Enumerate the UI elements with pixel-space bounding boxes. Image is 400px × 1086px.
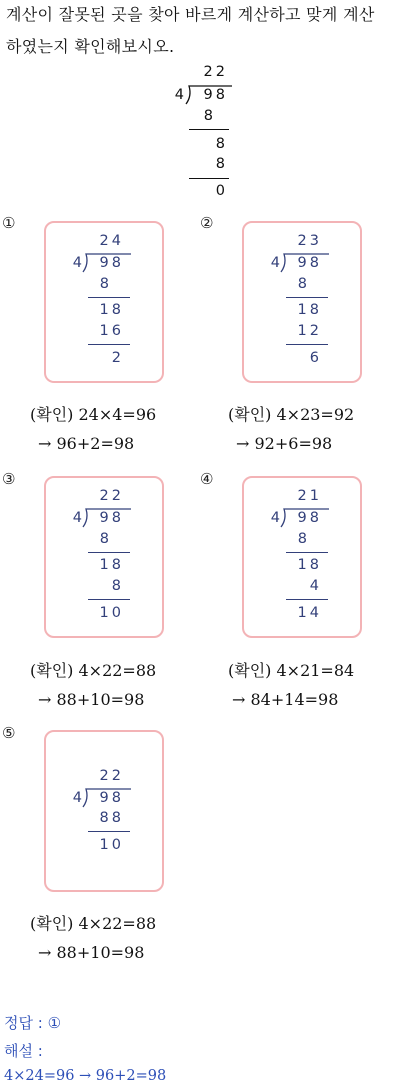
choice-3-divisor: 4 — [72, 510, 82, 526]
choice-4-marker[interactable]: ④ — [200, 470, 214, 488]
choice-5-check-2: → 88+10=98 — [38, 943, 145, 962]
choice-3-step-4: 10 — [99, 605, 124, 621]
choice-1-check-1: (확인) 24×4=96 — [30, 405, 157, 424]
answer-label: 정답 : ① — [4, 1014, 62, 1032]
choice-4-dividend: 98 — [297, 510, 322, 526]
choice-5-marker[interactable]: ⑤ — [2, 724, 16, 742]
choice-1-quotient: 24 — [99, 233, 124, 249]
problem-dividend: 98 — [203, 87, 228, 103]
choice-1-step-4: 2 — [111, 350, 124, 366]
choice-3-step-1: 8 — [99, 531, 112, 547]
choice-3-dividend: 98 — [99, 510, 124, 526]
choice-2-marker[interactable]: ② — [200, 214, 214, 232]
choice-5-rule-1 — [88, 831, 130, 832]
choice-5-step-1: 88 — [99, 810, 124, 826]
problem-quotient: 22 — [203, 64, 228, 80]
choice-2-dividend: 98 — [297, 255, 322, 271]
choice-4-rule-2 — [286, 599, 328, 600]
choice-1-rule-1 — [88, 297, 130, 298]
choice-3-marker[interactable]: ③ — [2, 470, 16, 488]
choice-2-step-1: 8 — [297, 276, 310, 292]
choice-2-check-2: → 92+6=98 — [236, 434, 333, 453]
problem-divisor: 4 — [174, 87, 184, 103]
choice-1-marker[interactable]: ① — [2, 214, 16, 232]
choice-2-check-1: (확인) 4×23=92 — [228, 405, 355, 424]
choice-1-check-2: → 96+2=98 — [38, 434, 135, 453]
choice-2-rule-2 — [286, 344, 328, 345]
choice-4-check-1: (확인) 4×21=84 — [228, 661, 355, 680]
choice-3-check-2: → 88+10=98 — [38, 690, 145, 709]
choice-4-step-2: 18 — [297, 557, 322, 573]
explanation-text: 4×24=96 → 96+2=98 — [4, 1068, 167, 1084]
choice-4-step-4: 14 — [297, 605, 322, 621]
choice-1-divisor: 4 — [72, 255, 82, 271]
choice-4-divisor: 4 — [270, 510, 280, 526]
choice-3-check-1: (확인) 4×22=88 — [30, 661, 157, 680]
choice-4-quotient: 21 — [297, 488, 322, 504]
choice-5-step-2: 10 — [99, 837, 124, 853]
problem-rule-2 — [189, 178, 229, 179]
choice-4-step-3: 4 — [309, 578, 322, 594]
choice-3-step-2: 18 — [99, 557, 124, 573]
choice-4-step-1: 8 — [297, 531, 310, 547]
choice-1-step-2: 18 — [99, 302, 124, 318]
choice-3-rule-1 — [88, 552, 130, 553]
choice-1-dividend: 98 — [99, 255, 124, 271]
choice-1-rule-2 — [88, 344, 130, 345]
question-line-2: 하였는지 확인해보시오. — [6, 37, 175, 56]
choice-2-quotient: 23 — [297, 233, 322, 249]
choice-1-step-1: 8 — [99, 276, 112, 292]
problem-rule-1 — [189, 129, 229, 130]
explanation-label: 해설 : — [4, 1042, 43, 1060]
choice-5-check-1: (확인) 4×22=88 — [30, 914, 157, 933]
choice-3-step-3: 8 — [111, 578, 124, 594]
question-line-1: 계산이 잘못된 곳을 찾아 바르게 계산하고 맞게 계산 — [6, 5, 375, 24]
choice-2-step-3: 12 — [297, 323, 322, 339]
choice-2-step-4: 6 — [309, 350, 322, 366]
choice-4-rule-1 — [286, 552, 328, 553]
choice-1-step-3: 16 — [99, 323, 124, 339]
choice-5-dividend: 98 — [99, 790, 124, 806]
choice-3-quotient: 22 — [99, 488, 124, 504]
choice-5-divisor: 4 — [72, 790, 82, 806]
problem-step-2: 8 — [215, 136, 228, 152]
problem-step-3: 8 — [215, 156, 228, 172]
choice-2-divisor: 4 — [270, 255, 280, 271]
problem-step-4: 0 — [215, 183, 228, 199]
choice-2-step-2: 18 — [297, 302, 322, 318]
choice-4-check-2: → 84+14=98 — [232, 690, 339, 709]
choice-3-rule-2 — [88, 599, 130, 600]
choice-5-quotient: 22 — [99, 768, 124, 784]
choice-2-rule-1 — [286, 297, 328, 298]
problem-step-1: 8 — [203, 108, 216, 124]
